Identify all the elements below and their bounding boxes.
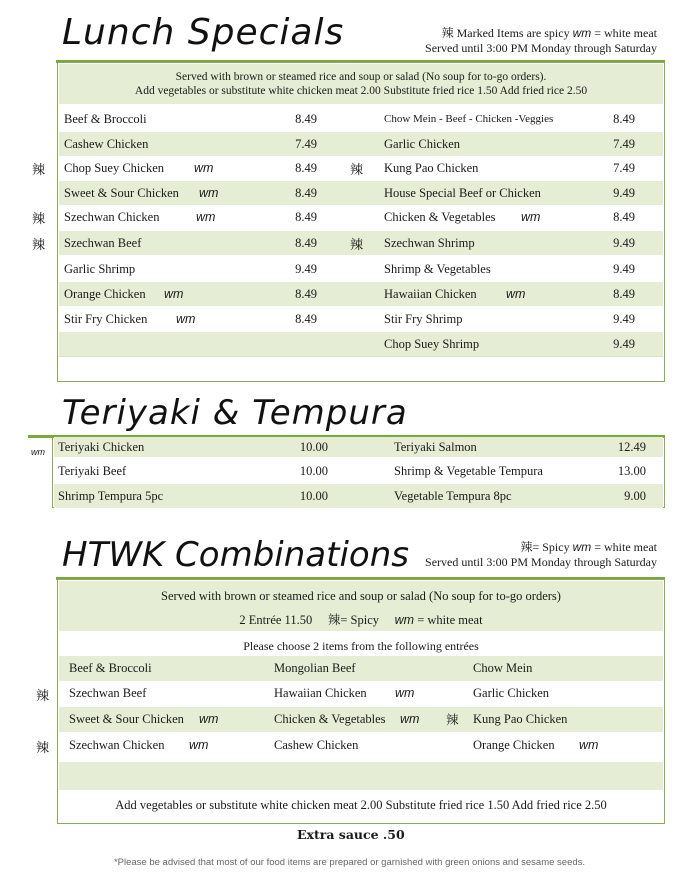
item-price: 10.00 — [299, 464, 328, 478]
entree-name: Szechwan Beef — [69, 686, 147, 700]
table-row-empty — [59, 356, 663, 381]
item-price: 8.49 — [295, 287, 317, 301]
table-row — [59, 181, 663, 205]
item-name: Shrimp & Vegetables — [384, 262, 491, 276]
spicy-icon: 辣 — [350, 163, 364, 178]
item-price: 10.00 — [299, 440, 328, 454]
white-meat-tag: wm — [196, 210, 216, 224]
item-price: 8.49 — [613, 287, 635, 301]
combo-header-wm: wm — [394, 613, 415, 627]
table-row — [59, 205, 663, 229]
table-row — [59, 257, 663, 281]
combo-header-spicy-text: = Spicy — [340, 613, 379, 627]
item-name: Chop Suey Chicken — [64, 161, 164, 175]
white-meat-tag: wm — [176, 312, 196, 326]
item-name: Teriyaki Salmon — [394, 440, 477, 454]
entree-name: Szechwan Chicken — [69, 738, 165, 752]
combo-footer: Add vegetables or substitute white chicken meat 2.00 Substitute fried rice 1.50 Add fried rice 2.50 — [115, 798, 607, 812]
item-price: 8.49 — [295, 210, 317, 224]
entree-name: Chicken & Vegetables — [274, 712, 386, 726]
table-row — [59, 332, 663, 356]
item-price: 9.49 — [613, 186, 635, 200]
item-name: Szechwan Shrimp — [384, 236, 475, 250]
item-name: Stir Fry Chicken — [64, 312, 148, 326]
spicy-icon: 辣 — [32, 163, 46, 178]
combo-legend-wm-text: = white meat — [591, 540, 657, 554]
item-price: 8.49 — [295, 312, 317, 326]
combo-empty-row — [59, 762, 663, 790]
item-name: Kung Pao Chicken — [384, 161, 479, 175]
spicy-glyph-icon: 辣 — [441, 26, 454, 40]
table-row — [59, 681, 663, 706]
item-name: Teriyaki Chicken — [58, 440, 145, 454]
item-name: Garlic Shrimp — [64, 262, 136, 276]
entree-name: Orange Chicken — [473, 738, 555, 752]
combo-price: 2 Entrée 11.50 — [239, 613, 313, 627]
item-price: 9.49 — [613, 262, 635, 276]
combo-legend-spicy-text: = Spicy — [532, 540, 573, 554]
table-row — [59, 707, 663, 732]
entree-name: Beef & Broccoli — [69, 661, 152, 675]
spicy-icon: 辣 — [32, 238, 46, 253]
item-name: Chow Mein - Beef - Chicken -Veggies — [384, 113, 554, 125]
item-price: 7.49 — [613, 137, 635, 151]
combo-choose: Please choose 2 items from the following entrées — [243, 639, 479, 653]
combo-legend — [425, 540, 657, 570]
item-name: Garlic Chicken — [384, 137, 461, 151]
item-name: Sweet & Sour Chicken — [64, 186, 179, 200]
item-price: 8.49 — [295, 161, 317, 175]
spicy-glyph-icon: 辣 — [520, 540, 533, 554]
item-name: Szechwan Chicken — [64, 210, 160, 224]
spicy-glyph-icon: 辣 — [327, 612, 341, 627]
spicy-icon: 辣 — [350, 238, 364, 253]
lunch-legend — [425, 26, 657, 56]
white-meat-tag: wm — [164, 287, 184, 301]
item-name: Shrimp & Vegetable Tempura — [394, 464, 543, 478]
item-price: 8.49 — [295, 186, 317, 200]
entree-name: Chow Mein — [473, 661, 533, 675]
lunch-header-line2: Add vegetables or substitute white chicken meat 2.00 Substitute fried rice 1.50 Add fried rice 2.50 — [134, 85, 588, 97]
teriyaki-title: Teriyaki & Tempura — [62, 393, 408, 433]
item-price: 9.00 — [624, 489, 646, 503]
item-price: 7.49 — [613, 161, 635, 175]
item-name: Orange Chicken — [64, 287, 146, 301]
entree-name: Sweet & Sour Chicken — [69, 712, 184, 726]
lunch-title: Lunch Specials — [62, 12, 345, 53]
entree-name: Garlic Chicken — [473, 686, 550, 700]
lunch-legend-spicy-text: Marked Items are spicy — [453, 26, 573, 40]
white-meat-tag: wm — [579, 738, 599, 752]
table-row — [59, 656, 663, 681]
item-name: Hawaiian Chicken — [384, 287, 477, 301]
lunch-legend-wm-text: = white meat — [591, 26, 657, 40]
table-row — [54, 437, 663, 457]
extra-sauce: Extra sauce .50 — [297, 827, 405, 842]
combo-served-until: Served until 3:00 PM Monday through Saturday — [425, 555, 657, 569]
combo-title: HTWK Combinations — [62, 535, 409, 575]
item-price: 10.00 — [299, 489, 328, 503]
item-name: Teriyaki Beef — [58, 464, 127, 478]
item-price: 8.49 — [613, 112, 635, 126]
item-price: 7.49 — [295, 137, 317, 151]
item-price: 12.49 — [617, 440, 646, 454]
spicy-icon: 辣 — [36, 741, 50, 756]
lunch-legend-wm: wm — [572, 26, 592, 40]
item-name: Vegetable Tempura 8pc — [394, 489, 512, 503]
combo-header-line2 — [59, 610, 663, 628]
item-name: House Special Beef or Chicken — [384, 186, 541, 200]
item-price: 8.49 — [613, 210, 635, 224]
lunch-served-until: Served until 3:00 PM Monday through Saturday — [425, 41, 657, 55]
table-row — [59, 307, 663, 331]
spicy-icon: 辣 — [446, 712, 459, 727]
table-row — [54, 459, 663, 483]
item-name: Stir Fry Shrimp — [384, 312, 463, 326]
white-meat-tag: wm — [194, 161, 214, 175]
combo-legend-wm: wm — [572, 540, 592, 554]
white-meat-tag: wm — [199, 186, 219, 200]
item-price: 8.49 — [295, 112, 317, 126]
table-row — [54, 484, 663, 508]
item-name: Cashew Chicken — [64, 137, 149, 151]
item-price: 9.49 — [613, 312, 635, 326]
spicy-icon: 辣 — [32, 212, 46, 227]
item-price: 8.49 — [295, 236, 317, 250]
item-name: Szechwan Beef — [64, 236, 142, 250]
spicy-icon: 辣 — [36, 689, 50, 704]
combo-header-line1: Served with brown or steamed rice and soup or salad (No soup for to-go orders) — [161, 589, 561, 603]
item-price: 13.00 — [617, 464, 646, 478]
entree-name: Kung Pao Chicken — [473, 712, 568, 726]
teriyaki-side-wm: wm — [31, 447, 45, 457]
white-meat-tag: wm — [521, 210, 541, 224]
table-row — [59, 282, 663, 306]
lunch-header-line1: Served with brown or steamed rice and soup or salad (No soup for to-go orders). — [175, 71, 547, 83]
item-name: Chicken & Vegetables — [384, 210, 496, 224]
white-meat-tag: wm — [400, 712, 420, 726]
item-price: 9.49 — [613, 236, 635, 250]
white-meat-tag: wm — [199, 712, 219, 726]
entree-name: Hawaiian Chicken — [274, 686, 367, 700]
entree-name: Mongolian Beef — [274, 661, 356, 675]
combo-header-wm-text: = white meat — [417, 613, 483, 627]
white-meat-tag: wm — [395, 686, 415, 700]
item-name: Shrimp Tempura 5pc — [58, 489, 164, 503]
item-name: Beef & Broccoli — [64, 112, 147, 126]
table-row — [59, 107, 663, 131]
item-price: 9.49 — [295, 262, 317, 276]
table-row — [59, 132, 663, 156]
table-row — [59, 733, 663, 758]
white-meat-tag: wm — [189, 738, 209, 752]
disclaimer: *Please be advised that most of our food items are prepared or garnished with green onions and sesame seeds. — [113, 857, 586, 868]
item-name: Chop Suey Shrimp — [384, 337, 480, 351]
item-price: 9.49 — [613, 337, 635, 351]
entree-name: Cashew Chicken — [274, 738, 359, 752]
white-meat-tag: wm — [506, 287, 526, 301]
